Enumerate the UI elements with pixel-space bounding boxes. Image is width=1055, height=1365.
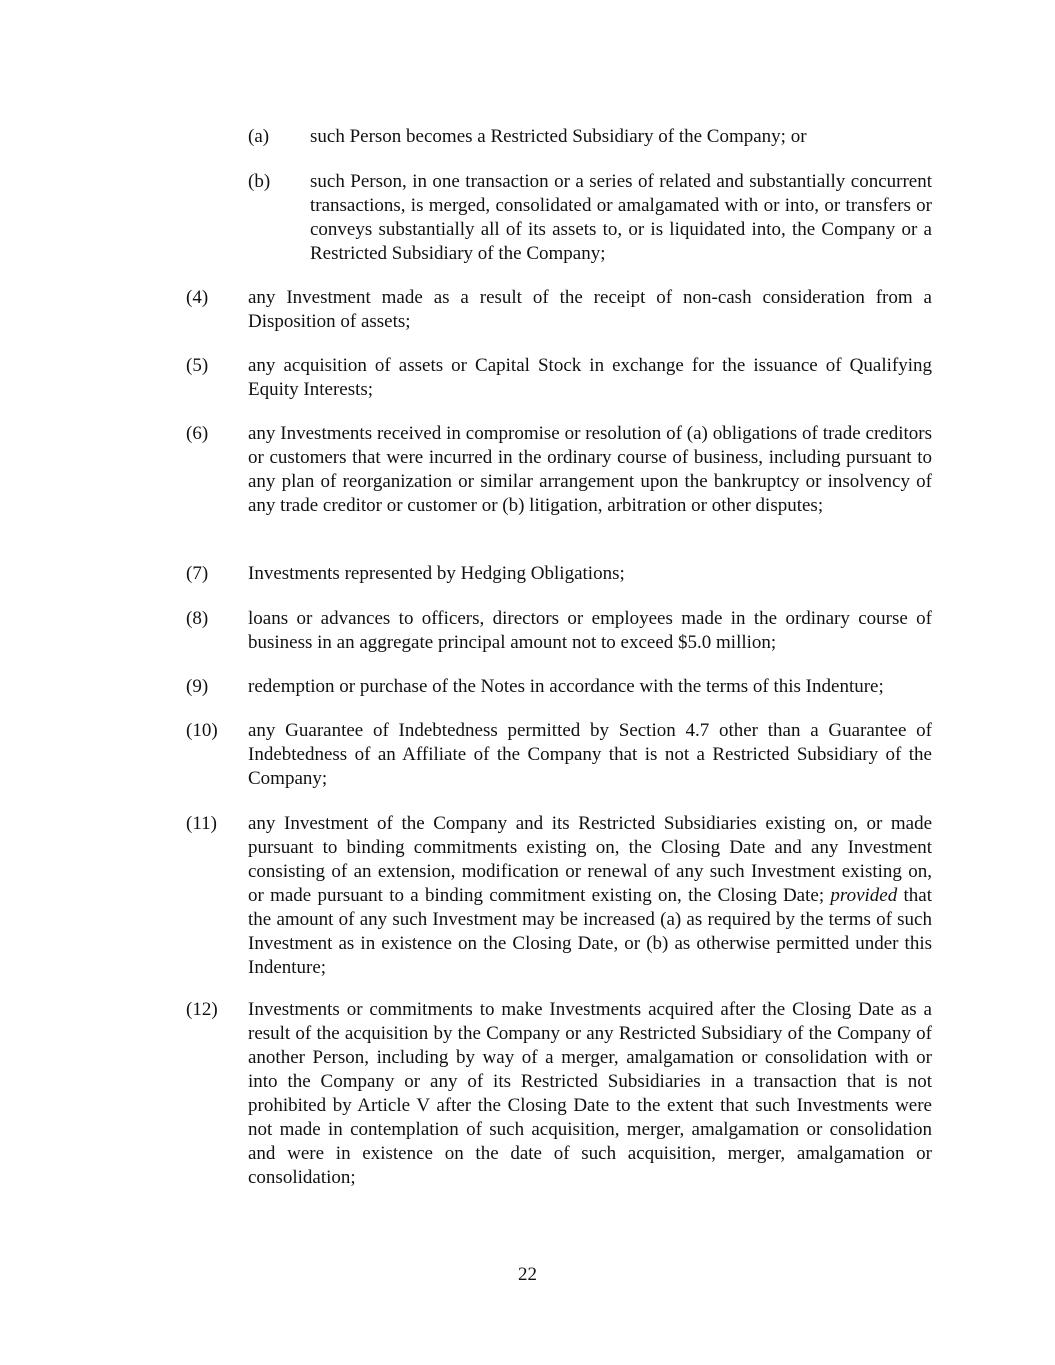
item-text [248, 812, 932, 980]
item-text: loans or advances to officers, directors or employees made in the ordinary course of business in an aggregate principal amount not to exceed $5.0 million; [248, 608, 932, 653]
item-text-part: any Investment of the Company and its Restricted Subsidiaries existing on, or made pursuant to binding commitments existing on, the Closing Date and any Investment consisting of an extension, modification or renewal of any such Investment existing on, or made pursuant to a binding commitment existing on, the Closing Date; [248, 813, 932, 906]
item-text: any Investments received in compromise or resolution of (a) obligations of trade creditors or customers that were incurred in the ordinary course of business, including pursuant to any plan of reorganization or similar arrangement upon the bankruptcy or insolvency of any trade creditor or customer or (b) litigation, arbitration or other disputes; [248, 423, 932, 516]
subitem-label: (a) [248, 126, 270, 147]
subitem-b [248, 170, 932, 266]
list-item-4 [186, 286, 932, 334]
item-text-italic: provided [830, 885, 898, 906]
subitem-label: (b) [248, 171, 271, 192]
item-label: (5) [186, 355, 209, 376]
list-item-10 [186, 719, 932, 791]
subitem-a [248, 125, 932, 149]
item-label: (12) [186, 999, 218, 1020]
item-label: (10) [186, 720, 218, 741]
item-label: (11) [186, 813, 217, 834]
list-item-7 [186, 562, 932, 586]
item-label: (4) [186, 287, 209, 308]
item-text: any acquisition of assets or Capital Stock in exchange for the issuance of Qualifying Equity Interests; [248, 355, 932, 400]
item-text: Investments represented by Hedging Obligations; [248, 563, 625, 584]
list-item-5 [186, 354, 932, 402]
item-text-part: that the amount of any such Investment may be increased (a) as required by the terms of such Investment as in existence on the Closing Date, or (b) as otherwise permitted under this Indenture; [248, 885, 933, 978]
list-item-12 [186, 998, 932, 1190]
item-label: (9) [186, 676, 209, 697]
list-item-9 [186, 675, 932, 699]
item-label: (6) [186, 423, 209, 444]
item-text: Investments or commitments to make Investments acquired after the Closing Date as a result of the acquisition by the Company or any Restricted Subsidiary of the Company of another Person, including by way of a merger, amalgamation or consolidation with or into the Company or any of its Restricted Subsidiaries in a transaction that is not prohibited by Article V after the Closing Date to the extent that such Investments were not made in contemplation of such acquisition, merger, amalgamation or consolidation and were in existence on the date of such acquisition, merger, amalgamation or consolidation; [248, 999, 932, 1188]
list-item-6 [186, 422, 932, 518]
item-label: (8) [186, 608, 209, 629]
subitem-text: such Person becomes a Restricted Subsidiary of the Company; or [310, 126, 807, 147]
item-label: (7) [186, 563, 209, 584]
item-text: any Investment made as a result of the receipt of non-cash consideration from a Disposition of assets; [248, 287, 932, 332]
subitem-text: such Person, in one transaction or a series of related and substantially concurrent transactions, is merged, consolidated or amalgamated with or into, or transfers or conveys substantially all of its assets to, or is liquidated into, the Company or a Restricted Subsidiary of the Company; [310, 171, 932, 264]
item-text: any Guarantee of Indebtedness permitted by Section 4.7 other than a Guarantee of Indebtedness of an Affiliate of the Company that is not a Restricted Subsidiary of the Company; [248, 720, 932, 789]
list-item-11 [186, 812, 932, 980]
page-number: 22 [518, 1264, 537, 1285]
list-item-8 [186, 607, 932, 655]
item-text: redemption or purchase of the Notes in accordance with the terms of this Indenture; [248, 676, 884, 697]
